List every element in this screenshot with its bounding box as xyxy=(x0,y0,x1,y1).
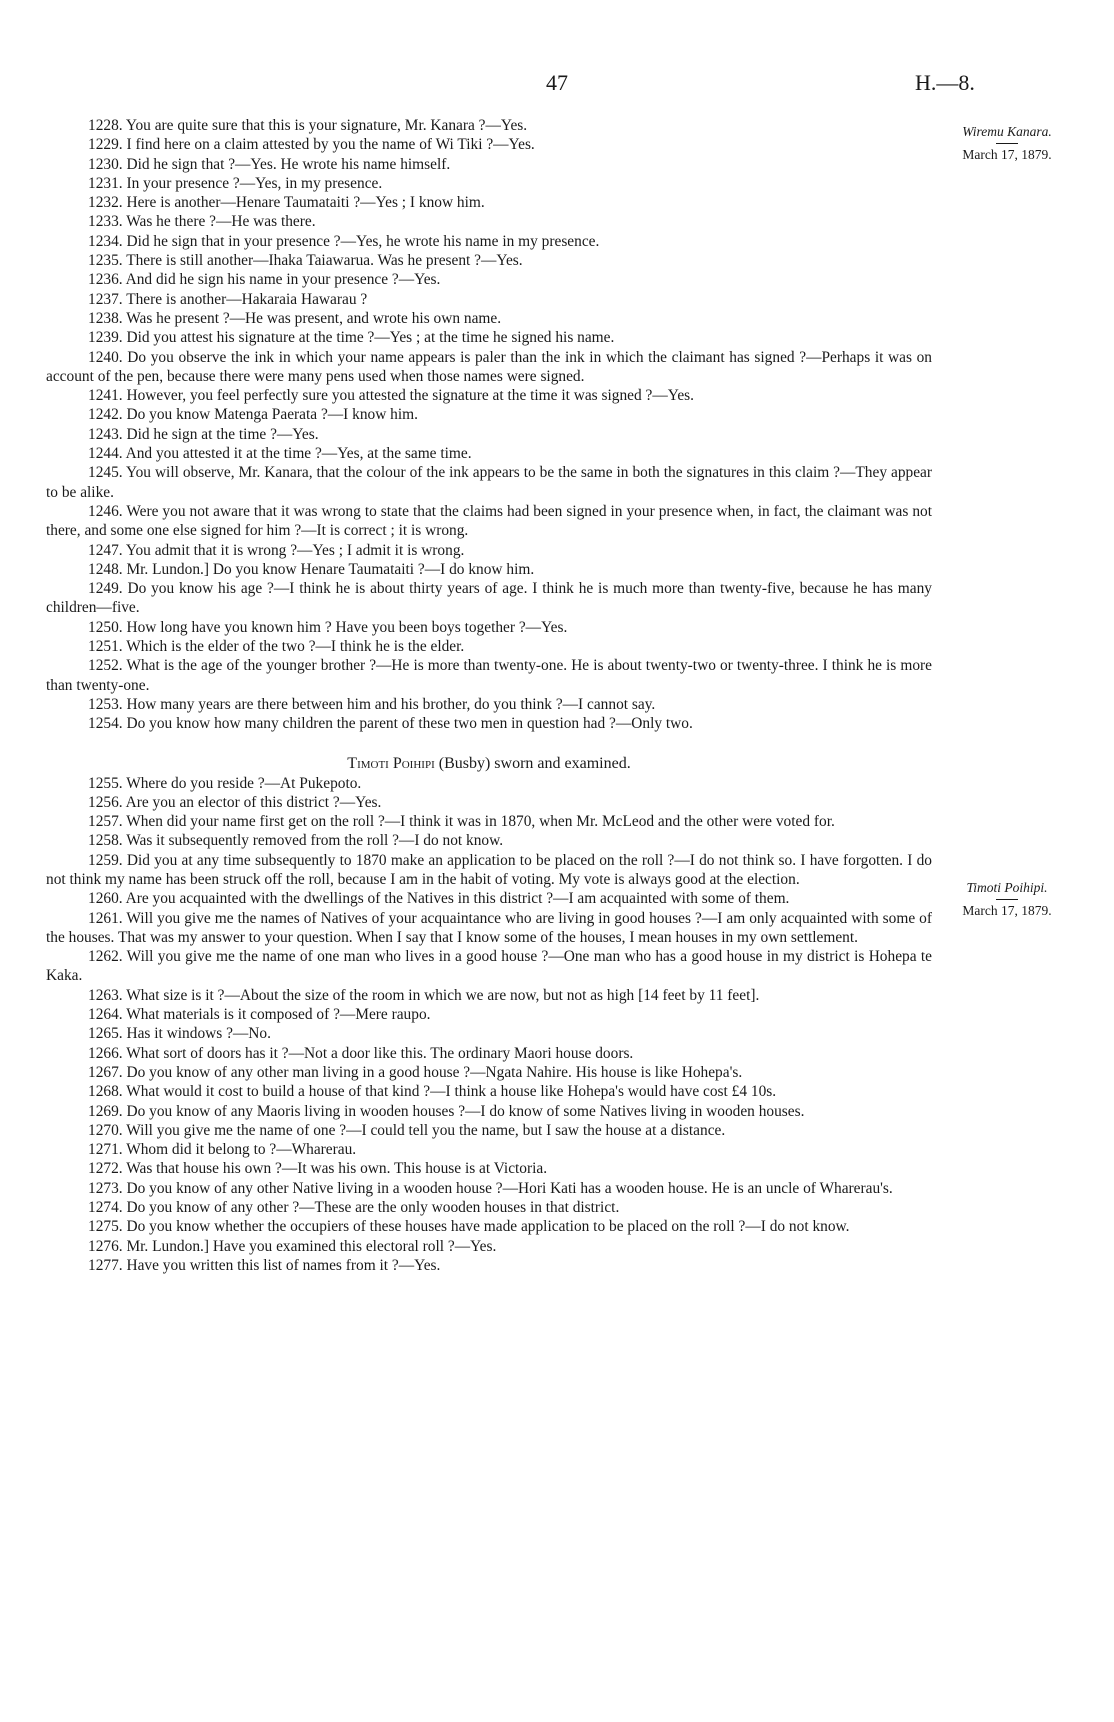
testimony-paragraph: 1269. Do you know of any Maoris living in wooden houses ?—I do know of some Natives living in wooden houses. xyxy=(88,1102,805,1120)
page-number: 47 xyxy=(546,70,568,95)
testimony-paragraph: 1253. How many years are there between him and his brother, do you think ?—I cannot say. xyxy=(88,695,656,713)
testimony-paragraph: 1242. Do you know Matenga Paerata ?—I know him. xyxy=(88,406,418,424)
testimony-paragraph: 1267. Do you know of any other man living in a good house ?—Ngata Nahire. His house is like Hohepa's. xyxy=(88,1063,743,1081)
testimony-paragraph: 1275. Do you know whether the occupiers of these houses have made application to be placed on the roll ?—I do not know. xyxy=(88,1218,850,1236)
testimony-paragraph: 1250. How long have you known him ? Have you been boys together ?—Yes. xyxy=(88,618,568,636)
testimony-paragraph: 1237. There is another—Hakaraia Hawarau ? xyxy=(88,290,368,308)
testimony-paragraph: 1270. Will you give me the name of one ?—I could tell you the name, but I saw the house at a distance. xyxy=(88,1121,726,1139)
rule xyxy=(996,899,1018,900)
testimony-paragraph: 1236. And did he sign his name in your presence ?—Yes. xyxy=(88,271,441,289)
testimony-section-2 xyxy=(46,774,932,1276)
testimony-paragraph: 1277. Have you written this list of names from it ?—Yes. xyxy=(88,1256,441,1274)
testimony-paragraph: 1252. What is the age of the younger brother ?—He is more than twenty-one. He is about twenty-two or twenty-three. I think he is more than twenty-one. xyxy=(46,657,932,694)
testimony-paragraph: 1257. When did your name first get on the roll ?—I think it was in 1870, when Mr. McLeod and the other were voted for. xyxy=(88,813,835,831)
witness-date: March 17, 1879. xyxy=(962,147,1052,162)
witness-date: March 17, 1879. xyxy=(962,903,1052,918)
margin-note-witness-2 xyxy=(922,880,1092,919)
testimony-paragraph: 1260. Are you acquainted with the dwellings of the Natives in this district ?—I am acquainted with some of them. xyxy=(88,890,790,908)
testimony-paragraph: 1232. Here is another—Henare Taumataiti ?—Yes ; I know him. xyxy=(88,194,485,212)
document-body xyxy=(46,116,932,1275)
testimony-paragraph: 1272. Was that house his own ?—It was his own. This house is at Victoria. xyxy=(88,1160,548,1178)
rule xyxy=(996,143,1018,144)
document-code: H.—8. xyxy=(915,70,975,95)
testimony-paragraph: 1263. What size is it ?—About the size of the room in which we are now, but not as high [14 feet by 11 feet]. xyxy=(88,986,760,1004)
testimony-paragraph: 1249. Do you know his age ?—I think he is about thirty years of age. I think he is much more than twenty-five, because he has many children—five. xyxy=(46,580,932,617)
testimony-paragraph: 1243. Did he sign at the time ?—Yes. xyxy=(88,425,319,443)
testimony-paragraph: 1265. Has it windows ?—No. xyxy=(88,1025,271,1043)
testimony-paragraph: 1262. Will you give me the name of one man who lives in a good house ?—One man who has a good house in my district is Hohepa te Kaka. xyxy=(46,948,932,985)
testimony-paragraph: 1248. Mr. Lundon.] Do you know Henare Taumataiti ?—I do know him. xyxy=(88,560,535,578)
witness-name: Wiremu Kanara. xyxy=(962,124,1052,139)
testimony-paragraph: 1245. You will observe, Mr. Kanara, that the colour of the ink appears to be the same in both the signatures in this claim ?—They appear to be alike. xyxy=(46,464,932,501)
testimony-paragraph: 1230. Did he sign that ?—Yes. He wrote his name himself. xyxy=(88,155,451,173)
testimony-paragraph: 1233. Was he there ?—He was there. xyxy=(88,213,316,231)
testimony-paragraph: 1228. You are quite sure that this is your signature, Mr. Kanara ?—Yes. xyxy=(88,117,528,134)
testimony-paragraph: 1241. However, you feel perfectly sure you attested the signature at the time it was signed ?—Yes. xyxy=(88,387,695,405)
testimony-paragraph: 1273. Do you know of any other Native living in a wooden house ?—Hori Kati has a wooden house. He is an uncle of Wharerau's. xyxy=(88,1179,893,1197)
testimony-paragraph: 1235. There is still another—Ihaka Taiawarua. Was he present ?—Yes. xyxy=(88,252,523,270)
testimony-paragraph: 1268. What would it cost to build a house of that kind ?—I think a house like Hohepa's would have cost £4 10s. xyxy=(88,1083,777,1101)
testimony-paragraph: 1264. What materials is it composed of ?—Mere raupo. xyxy=(88,1006,431,1024)
testimony-paragraph: 1229. I find here on a claim attested by you the name of Wi Tiki ?—Yes. xyxy=(88,136,535,154)
testimony-paragraph: 1274. Do you know of any other ?—These are the only wooden houses in that district. xyxy=(88,1199,620,1217)
witness-name: Timoti Poihipi. xyxy=(966,880,1048,895)
testimony-paragraph: 1258. Was it subsequently removed from the roll ?—I do not know. xyxy=(88,832,504,850)
testimony-paragraph: 1266. What sort of doors has it ?—Not a door like this. The ordinary Maori house doors. xyxy=(88,1044,634,1062)
testimony-paragraph: 1255. Where do you reside ?—At Pukepoto. xyxy=(88,774,362,792)
testimony-paragraph: 1247. You admit that it is wrong ?—Yes ; I admit it is wrong. xyxy=(88,541,465,559)
testimony-paragraph: 1259. Did you at any time subsequently to 1870 make an application to be placed on the roll ?—I do not think so. I have forgotten. I do not think my name has been struck off the roll, because I am in the habit of voting. My vote is always good at the election. xyxy=(46,851,932,888)
testimony-paragraph: 1251. Which is the elder of the two ?—I think he is the elder. xyxy=(88,638,465,656)
testimony-paragraph: 1271. Whom did it belong to ?—Wharerau. xyxy=(88,1141,357,1159)
testimony-paragraph: 1254. Do you know how many children the parent of these two men in question had ?—Only two. xyxy=(88,715,693,733)
testimony-paragraph: 1234. Did he sign that in your presence ?—Yes, he wrote his name in my presence. xyxy=(88,232,600,250)
testimony-section-1 xyxy=(46,116,932,734)
testimony-paragraph: 1239. Did you attest his signature at the time ?—Yes ; at the time he signed his name. xyxy=(88,329,615,347)
testimony-paragraph: 1276. Mr. Lundon.] Have you examined this electoral roll ?—Yes. xyxy=(88,1237,497,1255)
testimony-paragraph: 1240. Do you observe the ink in which your name appears is paler than the ink in which the claimant has signed ?—Perhaps it was on account of the pen, because there were many pens used when those names were signed. xyxy=(46,348,932,385)
heading-rest: (Busby) sworn and examined. xyxy=(434,754,631,772)
testimony-paragraph: 1256. Are you an elector of this district ?—Yes. xyxy=(88,793,382,811)
section-heading xyxy=(46,754,932,774)
testimony-paragraph: 1246. Were you not aware that it was wrong to state that the claims had been signed in your presence when, in fact, the claimant was not there, and some one else signed for him ?—It is correct ; it is wrong. xyxy=(46,502,932,540)
heading-name: Timoti Poihipi xyxy=(347,754,435,772)
testimony-paragraph: 1261. Will you give me the names of Natives of your acquaintance who are living in good houses ?—I am only acquainted with some of the houses. That was my answer to your question. When I say that I know some of the houses, I mean houses in my own settlement. xyxy=(46,909,932,946)
testimony-paragraph: 1244. And you attested it at the time ?—Yes, at the same time. xyxy=(88,445,472,463)
margin-note-witness-1 xyxy=(922,124,1092,163)
testimony-paragraph: 1231. In your presence ?—Yes, in my presence. xyxy=(88,174,383,192)
testimony-paragraph: 1238. Was he present ?—He was present, and wrote his own name. xyxy=(88,309,502,327)
